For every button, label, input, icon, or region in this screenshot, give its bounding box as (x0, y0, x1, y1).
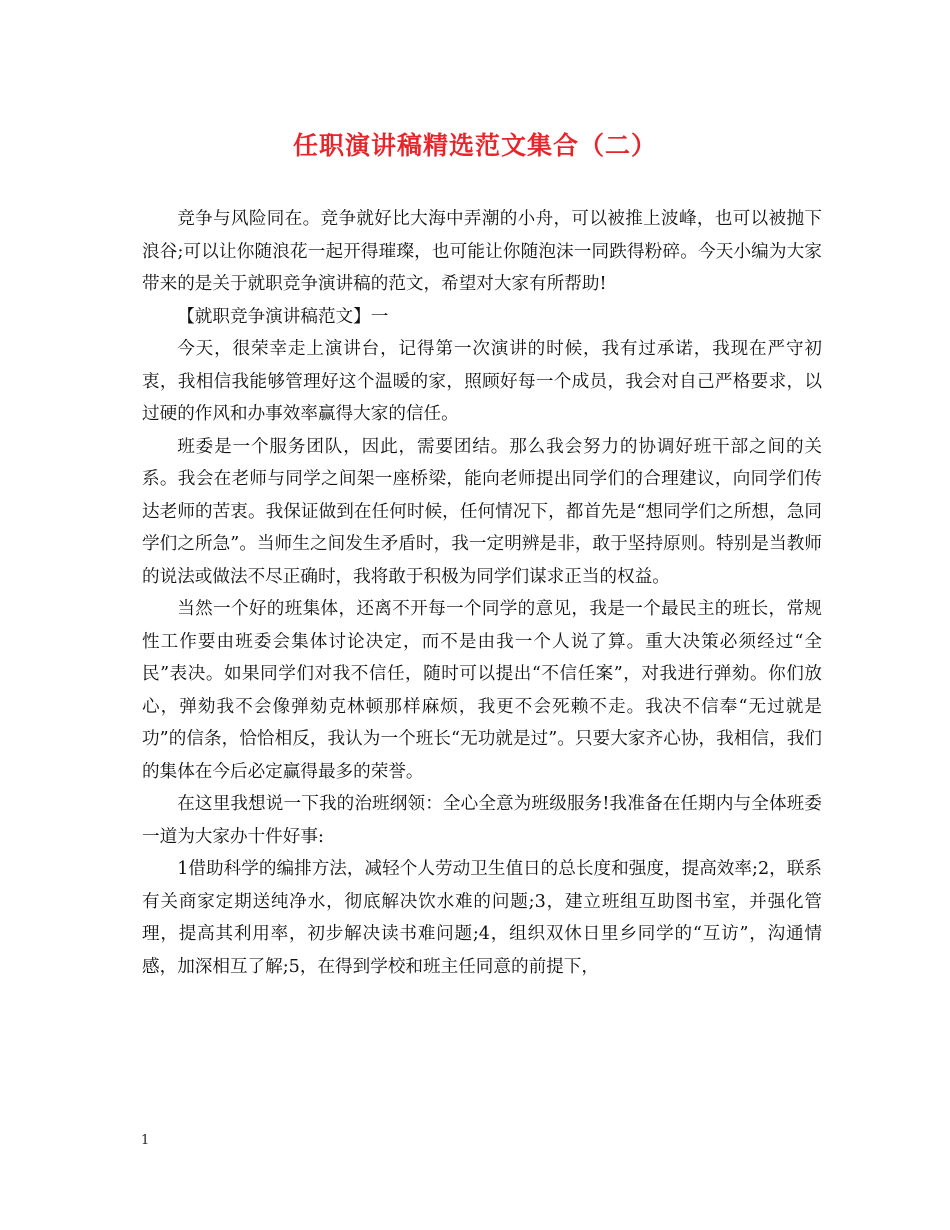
paragraph: 当然一个好的班集体，还离不开每一个同学的意见，我是一个最民主的班长，常规性工作要由班委会集体讨论决定，而不是由我一个人说了算。重大决策必须经过“全民”表决。如果同学们对我不信任，随时可以提出“不信任案”，对我进行弹劾。你们放心，弹劾我不会像弹劾克林顿那样麻烦，我更不会死赖不走。我决不信奉“无过就是功”的信条，恰恰相反，我认为一个班长“无功就是过”。只要大家齐心协，我相信，我们的集体在今后必定赢得最多的荣誉。 (142, 599, 822, 782)
page-number: 1 (141, 1133, 150, 1148)
paragraph: 今天，很荣幸走上演讲台，记得第一次演讲的时候，我有过承诺，我现在严守初衷，我相信我能够管理好这个温暖的家，照顾好每一个成员，我会对自己严格要求，以过硬的作风和办事效率赢得大家的信任。 (142, 339, 822, 424)
paragraph: 班委是一个服务团队，因此，需要团结。那么我会努力的协调好班干部之间的关系。我会在老师与同学之间架一座桥梁，能向老师提出同学们的合理建议，向同学们传达老师的苦衷。我保证做到在任何时候，任何情况下，都首先是“想同学们之所想，急同学们之所急”。当师生之间发生矛盾时，我一定明辨是非，敢于坚持原则。特别是当教师的说法或做法不尽正确时，我将敢于积极为同学们谋求正当的权益。 (142, 436, 822, 587)
section-heading: 【就职竞争演讲稿范文】一 (177, 306, 389, 327)
paragraph: 在这里我想说一下我的治班纲领：全心全意为班级服务!我准备在任期内与全体班委一道为大家办十件好事: (142, 794, 822, 847)
paragraph: 1借助科学的编排方法，减轻个人劳动卫生值日的总长度和强度，提高效率;2，联系有关商家定期送纯净水，彻底解决饮水难的问题;3，建立班组互助图书室，并强化管理，提高其利用率，初步解决读书难问题;4，组织双休日里乡同学的“互访”，沟通情感，加深相互了解;5，在得到学校和班主任同意的前提下， (142, 859, 822, 977)
document-body (142, 203, 822, 983)
paragraph-intro: 竞争与风险同在。竞争就好比大海中弄潮的小舟，可以被推上波峰，也可以被抛下浪谷;可以让你随浪花一起开得璀璨，也可能让你随泡沫一同跌得粉碎。今天小编为大家带来的是关于就职竞争演讲稿的范文，希望对大家有所帮助! (142, 209, 822, 294)
document-title: 任职演讲稿精选范文集合（二） (292, 131, 657, 160)
